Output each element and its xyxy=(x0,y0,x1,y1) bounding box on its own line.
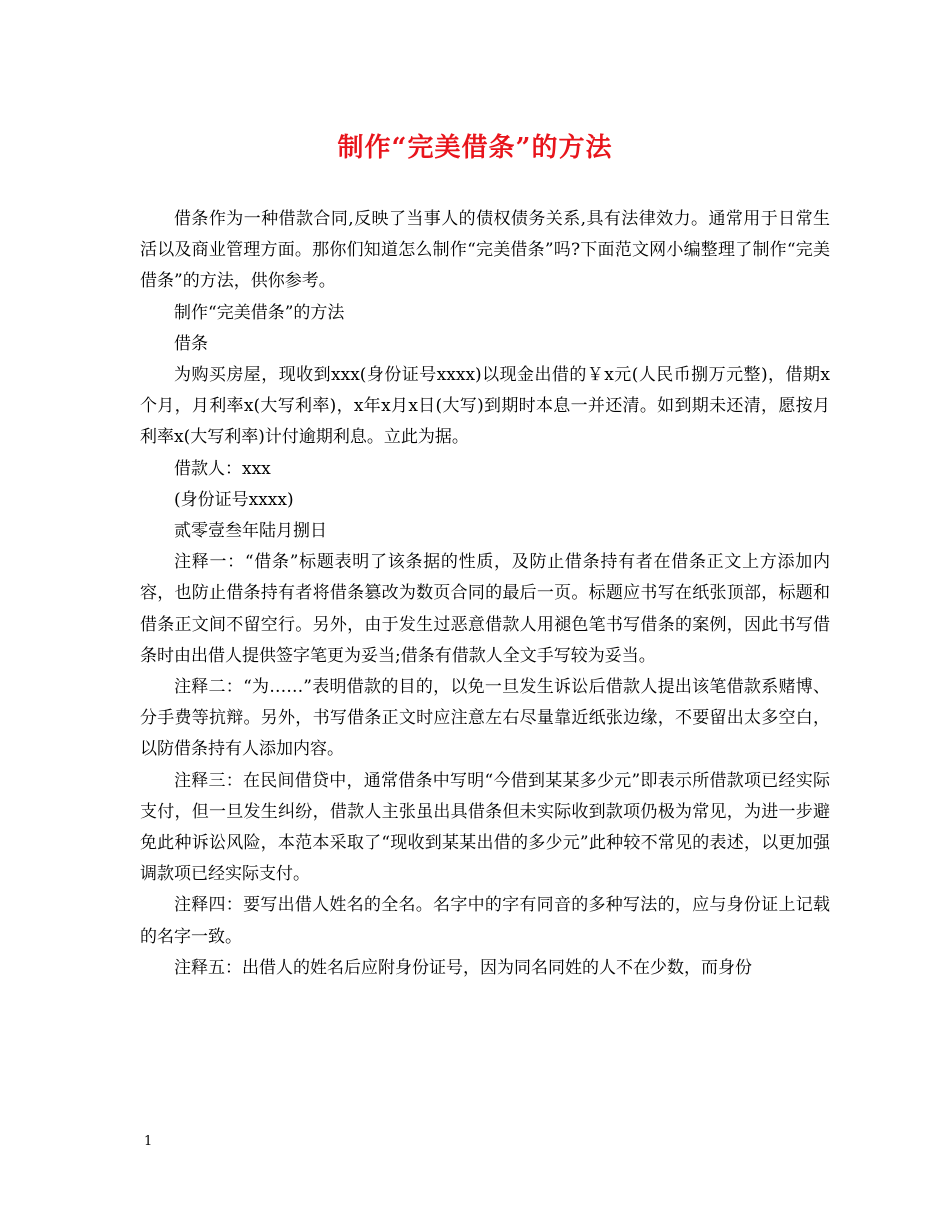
paragraph-note-1: 注释一：“借条”标题表明了该条据的性质，及防止借条持有者在借条正文上方添加内容，也防止借条持有者将借条篡改为数页合同的最后一页。标题应书写在纸张顶部，标题和借条正文间不留空行。另外，由于发生过恶意借款人用褪色笔书写借条的案例，因此书写借条时由出借人提供签字笔更为妥当;借条有借款人全文手写较为妥当。 xyxy=(140,552,830,666)
document-body xyxy=(140,204,830,984)
page-number: 1 xyxy=(144,1134,153,1149)
paragraph-note-5: 注释五：出借人的姓名后应附身份证号，因为同名同姓的人不在少数，而身份 xyxy=(174,957,752,978)
document-title: 制作“完美借条”的方法 xyxy=(337,133,613,163)
paragraph-id-number: (身份证号xxxx) xyxy=(174,489,294,510)
paragraph-note-2: 注释二：“为……”表明借款的目的，以免一旦发生诉讼后借款人提出该笔借款系赌博、分手费等抗辩。另外，书写借条正文时应注意左右尽量靠近纸张边缘，不要留出太多空白，以防借条持有人添加内容。 xyxy=(140,677,830,760)
paragraph-intro: 借条作为一种借款合同,反映了当事人的债权债务关系,具有法律效力。通常用于日常生活以及商业管理方面。那你们知道怎么制作“完美借条”吗?下面范文网小编整理了制作“完美借条”的方法，供你参考。 xyxy=(140,209,830,292)
paragraph-iou-body: 为购买房屋，现收到xxx(身份证号xxxx)以现金出借的￥x元(人民币捌万元整)，借期x个月，月利率x(大写利率)，x年x月x日(大写)到期时本息一并还清。如到期未还清，愿按月利率x(大写利率)计付逾期利息。立此为据。 xyxy=(140,365,830,448)
paragraph-iou-heading: 借条 xyxy=(174,333,208,354)
paragraph-subheading: 制作“完美借条”的方法 xyxy=(174,302,345,323)
paragraph-date: 贰零壹叁年陆月捌日 xyxy=(174,521,327,542)
paragraph-borrower: 借款人：xxx xyxy=(174,458,271,479)
paragraph-note-3: 注释三：在民间借贷中，通常借条中写明“今借到某某多少元”即表示所借款项已经实际支付，但一旦发生纠纷，借款人主张虽出具借条但未实际收到款项仍极为常见，为进一步避免此种诉讼风险，本范本采取了“现收到某某出借的多少元”此种较不常见的表述，以更加强调款项已经实际支付。 xyxy=(140,770,830,885)
paragraph-note-4: 注释四：要写出借人姓名的全名。名字中的字有同音的多种写法的，应与身份证上记载的名字一致。 xyxy=(140,895,830,947)
